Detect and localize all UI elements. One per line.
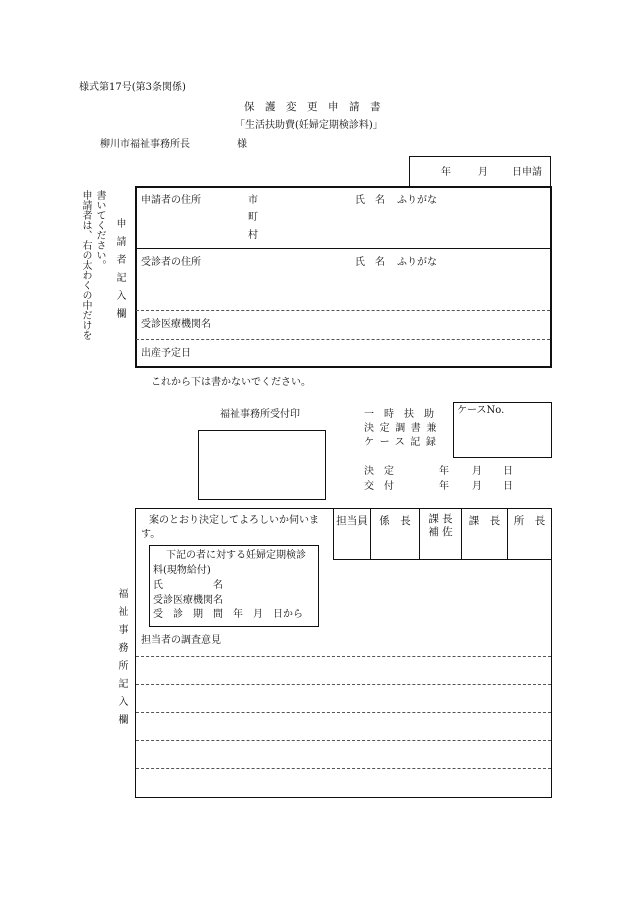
- hospital-label[interactable]: 受診医療機関名: [141, 319, 211, 330]
- opinion-line-1: [136, 656, 551, 657]
- applicant-address-label: 申請者の住所: [141, 195, 201, 206]
- divider-hospital-due: [136, 339, 550, 340]
- temp-aid-line2: 決定調書兼: [364, 423, 442, 434]
- decision-label: 決 定: [364, 466, 394, 477]
- patient-furigana-label[interactable]: ふりがな: [397, 257, 437, 268]
- applicant-town-label[interactable]: 町: [248, 212, 258, 223]
- no-write-note: これから下は書かないでください。: [151, 377, 311, 388]
- apply-year-label[interactable]: 年: [441, 167, 451, 178]
- inner-name-label[interactable]: 氏 名: [153, 580, 223, 591]
- side-note-line2: 書いてください。: [94, 190, 105, 270]
- approver-tantoin: 担当員: [336, 515, 368, 527]
- inner-period-label[interactable]: 受 診 期 間 年 月 日から: [153, 609, 303, 620]
- opinion-line-4: [136, 740, 551, 741]
- stamp-box: [198, 430, 326, 500]
- apply-day-label[interactable]: 日申請: [512, 167, 542, 178]
- apply-month-label[interactable]: 月: [478, 167, 488, 178]
- approver-row-bottom: [333, 559, 551, 560]
- delivery-label: 交 付: [364, 481, 394, 492]
- inner-line1: 下記の者に対する妊婦定期検診: [166, 550, 306, 561]
- applicant-village-label[interactable]: 村: [248, 230, 258, 241]
- approver-kacho: 課 長: [468, 515, 501, 527]
- decision-month[interactable]: 月: [472, 466, 482, 477]
- temp-aid-line1: 一 時 扶 助: [364, 409, 434, 420]
- inner-line2: 料(現物給付): [153, 565, 211, 576]
- applicant-name-label: 氏 名: [355, 195, 385, 206]
- decision-year[interactable]: 年: [439, 466, 449, 477]
- page-title: 保 護 変 更 申 請 書: [244, 101, 381, 113]
- applicant-city-label[interactable]: 市: [248, 195, 258, 206]
- opinion-line-3: [136, 712, 551, 713]
- patient-name-label: 氏 名: [355, 257, 385, 268]
- office-section-label: 福祉事務所記入欄: [116, 588, 127, 732]
- applicant-section-label: 申請者記入欄: [114, 218, 125, 326]
- side-note-line1: 申請者は、右の太わくの中だけを: [80, 190, 91, 340]
- form-number: 様式第17号(第3条関係): [79, 82, 186, 93]
- approval-text: 案のとおり決定してよろしいか伺います。: [141, 515, 319, 540]
- temp-aid-line3: ケース記録: [364, 437, 442, 448]
- opinion-line-5: [136, 768, 551, 769]
- applicant-box: [135, 186, 552, 368]
- divider-applicant-patient: [136, 248, 550, 249]
- subtitle: 「生活扶助費(妊婦定期検診料)」: [235, 120, 383, 131]
- investigator-opinion-label: 担当者の調査意見: [141, 635, 221, 646]
- patient-address-label: 受診者の住所: [141, 257, 201, 268]
- delivery-month[interactable]: 月: [472, 481, 482, 492]
- delivery-year[interactable]: 年: [439, 481, 449, 492]
- decision-day[interactable]: 日: [503, 466, 513, 477]
- opinion-line-2: [136, 684, 551, 685]
- applicant-furigana-label[interactable]: ふりがな: [397, 195, 437, 206]
- case-no-label: ケースNo.: [457, 405, 505, 416]
- due-date-label[interactable]: 出産予定日: [141, 348, 191, 359]
- addressee: 柳川市福祉事務所長: [100, 139, 190, 150]
- approver-kakaricho: 係 長: [379, 515, 411, 527]
- divider-patient-hospital: [136, 310, 550, 311]
- addressee-suffix: 様: [237, 139, 247, 150]
- inner-hospital-label[interactable]: 受診医療機関名: [153, 595, 223, 606]
- stamp-label: 福祉事務所受付印: [220, 409, 300, 420]
- delivery-day[interactable]: 日: [503, 481, 513, 492]
- approver-kacho-hosa: 課 長 補 佐: [428, 513, 453, 538]
- approver-shocho: 所 長: [513, 515, 546, 527]
